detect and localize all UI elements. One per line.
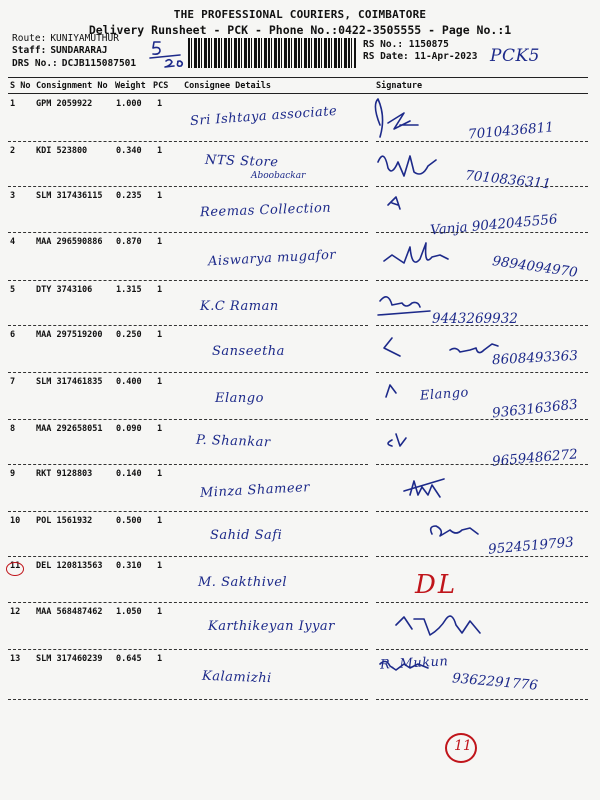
red-circle-row11 xyxy=(6,562,24,576)
row-signature xyxy=(0,465,580,512)
row-phone: 7010436811 xyxy=(467,119,555,143)
drs-value: DCJB115087501 xyxy=(61,58,137,69)
row-phone: 9443269932 xyxy=(432,311,518,327)
row-signature xyxy=(0,420,580,465)
row-pcs: 1 xyxy=(157,424,163,434)
row-sno: 11 xyxy=(10,561,21,571)
row-consignment-no: SLM 317436115 xyxy=(36,191,103,201)
staff-label: Staff: xyxy=(12,44,47,56)
row-consignment-no: RKT 9128803 xyxy=(36,469,93,479)
row-consignee-name: NTS Store xyxy=(204,152,279,171)
row-pcs: 1 xyxy=(157,99,163,109)
row-sno: 7 xyxy=(10,377,16,387)
row-sno: 10 xyxy=(10,516,21,526)
red-circle-note xyxy=(445,733,477,763)
row-weight: 1.315 xyxy=(116,285,142,295)
row-consignment-no: MAA 292658051 xyxy=(36,424,103,434)
row-consignee-name: M. Sakthivel xyxy=(198,575,288,590)
col-signature: Signature xyxy=(376,81,423,91)
row-weight: 0.870 xyxy=(116,237,142,247)
row-weight: 1.000 xyxy=(116,99,142,109)
row-sno: 12 xyxy=(10,607,21,617)
table-row xyxy=(8,233,588,281)
row-weight: 0.140 xyxy=(116,469,142,479)
row-consignee-name: Elango xyxy=(215,391,264,406)
table-row xyxy=(8,142,588,193)
rs-date-value: 11-Apr-2023 xyxy=(414,51,478,62)
row-weight: 0.400 xyxy=(116,377,142,387)
row-sno: 8 xyxy=(10,424,16,434)
row-weight: 0.250 xyxy=(116,330,142,340)
drs-label: DRS No.: xyxy=(12,58,58,69)
runsheet-subtitle: Delivery Runsheet - PCK - Phone No.:0422-3505555 - Page No.:1 xyxy=(88,23,512,37)
row-pcs: 1 xyxy=(157,146,163,156)
signature-stroke xyxy=(404,479,444,497)
table-row xyxy=(8,650,588,700)
table-row xyxy=(8,373,588,420)
row-consignee-name: Reemas Collection xyxy=(199,200,332,221)
row-sno: 1 xyxy=(10,99,16,109)
row-signature xyxy=(0,281,580,326)
row-weight: 0.090 xyxy=(116,424,142,434)
row-signature xyxy=(0,603,580,650)
row-weight: 0.310 xyxy=(116,561,142,571)
row-phone: 9659486272 xyxy=(491,446,579,470)
row-consignee-name: Sri Ishtaya associate xyxy=(189,103,338,130)
row-consignment-no: MAA 296590886 xyxy=(36,237,103,247)
row-consignment-no: SLM 317461835 xyxy=(36,377,103,387)
runsheet-barcode xyxy=(188,38,356,68)
table-row xyxy=(8,512,588,557)
col-consignee: Consignee Details xyxy=(184,81,271,91)
row-consignment-no: MAA 297519200 xyxy=(36,330,103,340)
row-signature-text: Elango xyxy=(419,385,470,404)
row-consignment-no: MAA 568487462 xyxy=(36,607,103,617)
row-signature xyxy=(0,326,580,373)
row-pcs: 1 xyxy=(157,377,163,387)
signature-stroke xyxy=(384,338,498,356)
handwritten-code: PCK5 xyxy=(490,46,540,66)
row-consignee-subname: Aboobackar xyxy=(251,171,306,181)
row-pcs: 1 xyxy=(157,330,163,340)
row-signature xyxy=(0,95,580,142)
row-signature xyxy=(0,142,580,187)
row-consignee-name: Kalamizhi xyxy=(201,668,272,687)
row-phone: 9894094970 xyxy=(491,253,579,281)
row-pcs: 1 xyxy=(157,607,163,617)
col-weight: Weight xyxy=(115,81,146,91)
row-weight: 0.340 xyxy=(116,146,142,156)
table-row xyxy=(8,187,588,239)
signature-stroke xyxy=(396,616,480,635)
row-consignee-name: Sanseetha xyxy=(212,344,285,359)
route-staff-block xyxy=(12,33,136,70)
row-weight: 0.500 xyxy=(116,516,142,526)
staff-value: SUNDARARAJ xyxy=(50,44,108,56)
table-row xyxy=(8,420,588,470)
row-phone: 8608493363 xyxy=(491,347,579,369)
row-signature-text: R. Mukun xyxy=(379,654,449,673)
row-phone: 7010836311 xyxy=(464,167,552,193)
row-phone: 9362291776 xyxy=(451,670,539,694)
row-pcs: 1 xyxy=(157,191,163,201)
row-consignment-no: POL 1561932 xyxy=(36,516,93,526)
signature-stroke xyxy=(431,526,478,536)
header-bottom-rule xyxy=(8,93,588,94)
table-row xyxy=(8,557,588,603)
row-sno: 4 xyxy=(10,237,16,247)
signature-stroke xyxy=(388,197,400,209)
row-phone: Vanja 9042045556 xyxy=(429,211,559,239)
row-consignee-name: Sahid Safi xyxy=(210,528,283,543)
row-sno: 9 xyxy=(10,469,16,479)
rs-no-value: 1150875 xyxy=(408,39,449,50)
header-top-rule xyxy=(8,77,588,78)
row-phone: 9363163683 xyxy=(491,396,579,422)
table-row xyxy=(8,326,588,373)
signature-stroke xyxy=(386,385,396,397)
table-header xyxy=(8,81,588,93)
row-consignment-no: KDI 523800 xyxy=(36,146,88,156)
row-signature xyxy=(0,233,580,281)
row-pcs: 1 xyxy=(157,469,163,479)
row-consignment-no: SLM 317460239 xyxy=(36,654,103,664)
row-sno: 13 xyxy=(10,654,21,664)
row-consignee-name: Aiswarya mugafor xyxy=(207,247,337,270)
row-phone: 9524519793 xyxy=(487,534,575,558)
company-title: THE PROFESSIONAL COURIERS, COIMBATORE xyxy=(173,8,427,21)
red-dl-mark: DL xyxy=(415,570,458,600)
row-consignee-name: Minza Shameer xyxy=(199,480,311,501)
table-row xyxy=(8,281,588,326)
signature-separator xyxy=(376,699,588,700)
row-sno: 5 xyxy=(10,285,16,295)
table-row xyxy=(8,95,588,142)
row-signature xyxy=(0,373,580,420)
row-weight: 1.050 xyxy=(116,607,142,617)
rs-date-label: RS Date: xyxy=(363,51,409,62)
signature-stroke xyxy=(384,243,448,263)
route-label: Route: xyxy=(12,33,47,44)
row-pcs: 1 xyxy=(157,561,163,571)
row-pcs: 1 xyxy=(157,654,163,664)
row-pcs: 1 xyxy=(157,285,163,295)
handwritten-page-count xyxy=(150,38,190,70)
row-consignee-name: Karthikeyan Iyyar xyxy=(208,619,335,634)
rs-date-line xyxy=(363,51,477,63)
row-consignee-name: K.C Raman xyxy=(200,299,279,314)
drs-line xyxy=(12,58,136,70)
row-weight: 0.235 xyxy=(116,191,142,201)
row-weight: 0.645 xyxy=(116,654,142,664)
table-row xyxy=(8,603,588,650)
row-signature xyxy=(0,650,580,700)
row-consignment-no: DTY 3743106 xyxy=(36,285,93,295)
route-line xyxy=(12,33,136,45)
row-pcs: 1 xyxy=(157,237,163,247)
staff-line xyxy=(12,45,136,57)
signature-stroke xyxy=(375,99,418,137)
signature-stroke xyxy=(378,156,436,176)
col-pcs: PCS xyxy=(153,81,169,91)
signature-stroke xyxy=(378,297,430,315)
col-consignment: Consignment No xyxy=(36,81,108,91)
row-sno: 6 xyxy=(10,330,16,340)
route-value: KUNIYAMUTHUR xyxy=(50,33,119,44)
col-sno: S No xyxy=(10,81,31,91)
rs-no-label: RS No.: xyxy=(363,39,404,50)
row-sno: 2 xyxy=(10,146,16,156)
row-separator xyxy=(8,699,368,700)
signature-stroke xyxy=(388,434,406,446)
row-signature xyxy=(0,187,580,233)
row-consignee-name: P. Shankar xyxy=(195,432,271,451)
row-pcs: 1 xyxy=(157,516,163,526)
rs-info-block xyxy=(363,39,477,63)
row-sno: 3 xyxy=(10,191,16,201)
row-consignment-no: GPM 2059922 xyxy=(36,99,93,109)
table-row xyxy=(8,465,588,512)
row-signature xyxy=(0,512,580,557)
red-circle-note-text: 11 xyxy=(454,738,472,754)
row-consignment-no: DEL 120813563 xyxy=(36,561,103,571)
rs-no-line xyxy=(363,39,477,51)
